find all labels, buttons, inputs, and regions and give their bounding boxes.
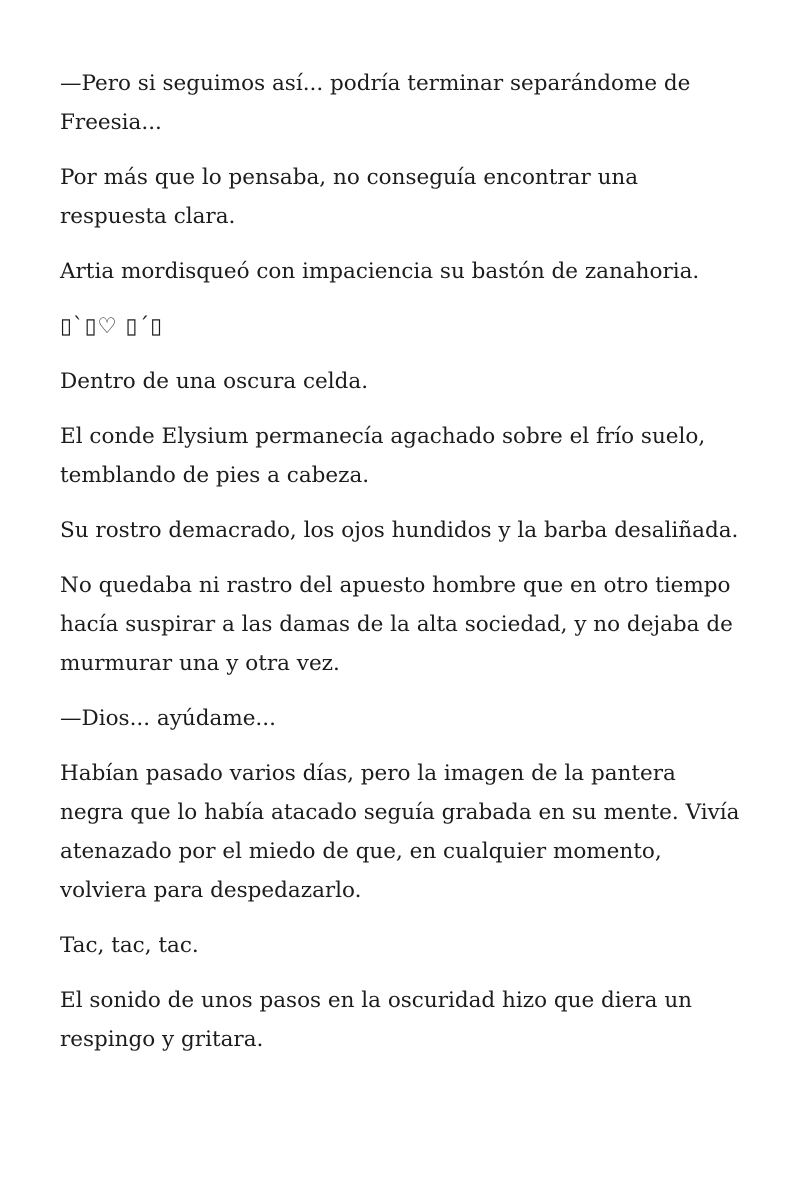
paragraph: No quedaba ni rastro del apuesto hombre que en otro tiempo hacía suspirar a las damas de la alta sociedad, y no dejaba de murmurar una y otra vez. xyxy=(60,573,733,676)
paragraph: El sonido de unos pasos en la oscuridad hizo que diera un respingo y gritara. xyxy=(60,988,693,1052)
paragraph: Su rostro demacrado, los ojos hundidos y la barba desaliñada. xyxy=(60,518,739,543)
paragraph: —Dios... ayúdame... xyxy=(60,706,276,731)
paragraph: El conde Elysium permanecía agachado sobre el frío suelo, temblando de pies a cabeza. xyxy=(60,424,706,488)
paragraph: Artia mordisqueó con impaciencia su bastón de zanahoria. xyxy=(60,259,700,284)
paragraph: Por más que lo pensaba, no conseguía encontrar una respuesta clara. xyxy=(60,165,639,229)
paragraph: Dentro de una oscura celda. xyxy=(60,369,369,394)
paragraph: Tac, tac, tac. xyxy=(60,933,199,958)
scene-break: ▯`▯♡ ▯´▯ xyxy=(60,314,163,339)
paragraph: —Pero si seguimos así... podría terminar separándome de Freesia... xyxy=(60,71,691,135)
paragraph: Habían pasado varios días, pero la imagen de la pantera negra que lo había atacado seguía grabada en su mente. Vivía atenazado por el miedo de que, en cualquier momento, volviera para despedazarlo. xyxy=(60,761,740,903)
